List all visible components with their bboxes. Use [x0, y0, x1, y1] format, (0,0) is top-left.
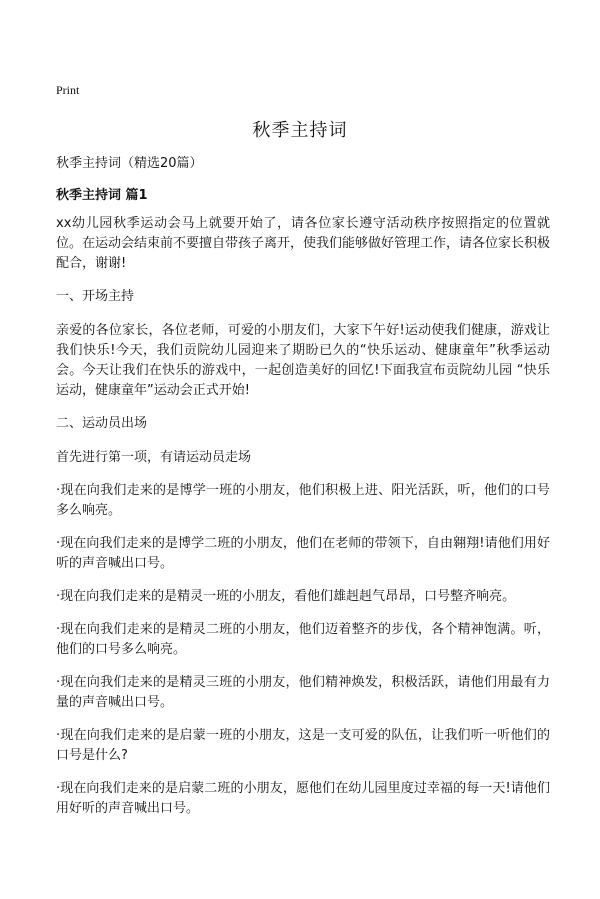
paragraph-class-jingling-3: ·现在向我们走来的是精灵三班的小朋友，他们精神焕发，积极活跃，请他们用最有力量的声音喊出口号。: [56, 675, 550, 710]
page-title: 秋季主持词: [252, 120, 348, 141]
paragraph-class-jingling-2: ·现在向我们走来的是精灵二班的小朋友，他们迈着整齐的步伐，各个精神饱满。听，他们的口号多么响亮。: [56, 622, 550, 657]
paragraph-intro: xx幼儿园秋季运动会马上就要开始了，请各位家长遵守活动秩序按照指定的位置就位。在运动会结束前不要擅自带孩子离开，使我们能够做好管理工作，请各位家长积极配合，谢谢!: [56, 216, 551, 271]
print-link[interactable]: Print: [56, 83, 80, 97]
heading-athletes-entrance: 二、运动员出场: [56, 416, 148, 431]
paragraph-class-boxue-1: ·现在向我们走来的是博学一班的小朋友，他们积极上进、阳光活跃，听，他们的口号多么响亮。: [56, 483, 550, 518]
heading-opening: 一、开场主持: [56, 289, 135, 304]
section-heading: 秋季主持词 篇1: [56, 188, 148, 203]
paragraph-first-item: 首先进行第一项，有请运动员走场: [56, 450, 252, 465]
paragraph-class-jingling-1: ·现在向我们走来的是精灵一班的小朋友，看他们雄赳赳气昂昂，口号整齐响亮。: [56, 589, 516, 604]
paragraph-class-boxue-2: ·现在向我们走来的是博学二班的小朋友，他们在老师的带领下，自由翱翔!请他们用好听的声音喊出口号。: [56, 536, 550, 571]
document-body: [56, 214, 550, 832]
paragraph-class-qimeng-2: ·现在向我们走来的是启蒙二班的小朋友，愿他们在幼儿园里度过幸福的每一天!请他们用好听的声音喊出口号。: [56, 781, 550, 816]
paragraph-opening-speech: 亲爱的各位家长，各位老师，可爱的小朋友们，大家下午好!运动使我们健康，游戏让我们快乐!今天，我们贡院幼儿园迎来了期盼已久的“快乐运动、健康童年”秋季运动会。今天让我们在快乐的游戏中，一起创造美好的回忆!下面我宣布贡院幼儿园 “快乐运动，健康童年”运动会正式开始!: [56, 323, 550, 398]
document-subtitle: 秋季主持词（精选20篇）: [56, 156, 203, 171]
paragraph-class-qimeng-1: ·现在向我们走来的是启蒙一班的小朋友，这是一支可爱的队伍，让我们听一听他们的口号是什么?: [56, 728, 550, 763]
